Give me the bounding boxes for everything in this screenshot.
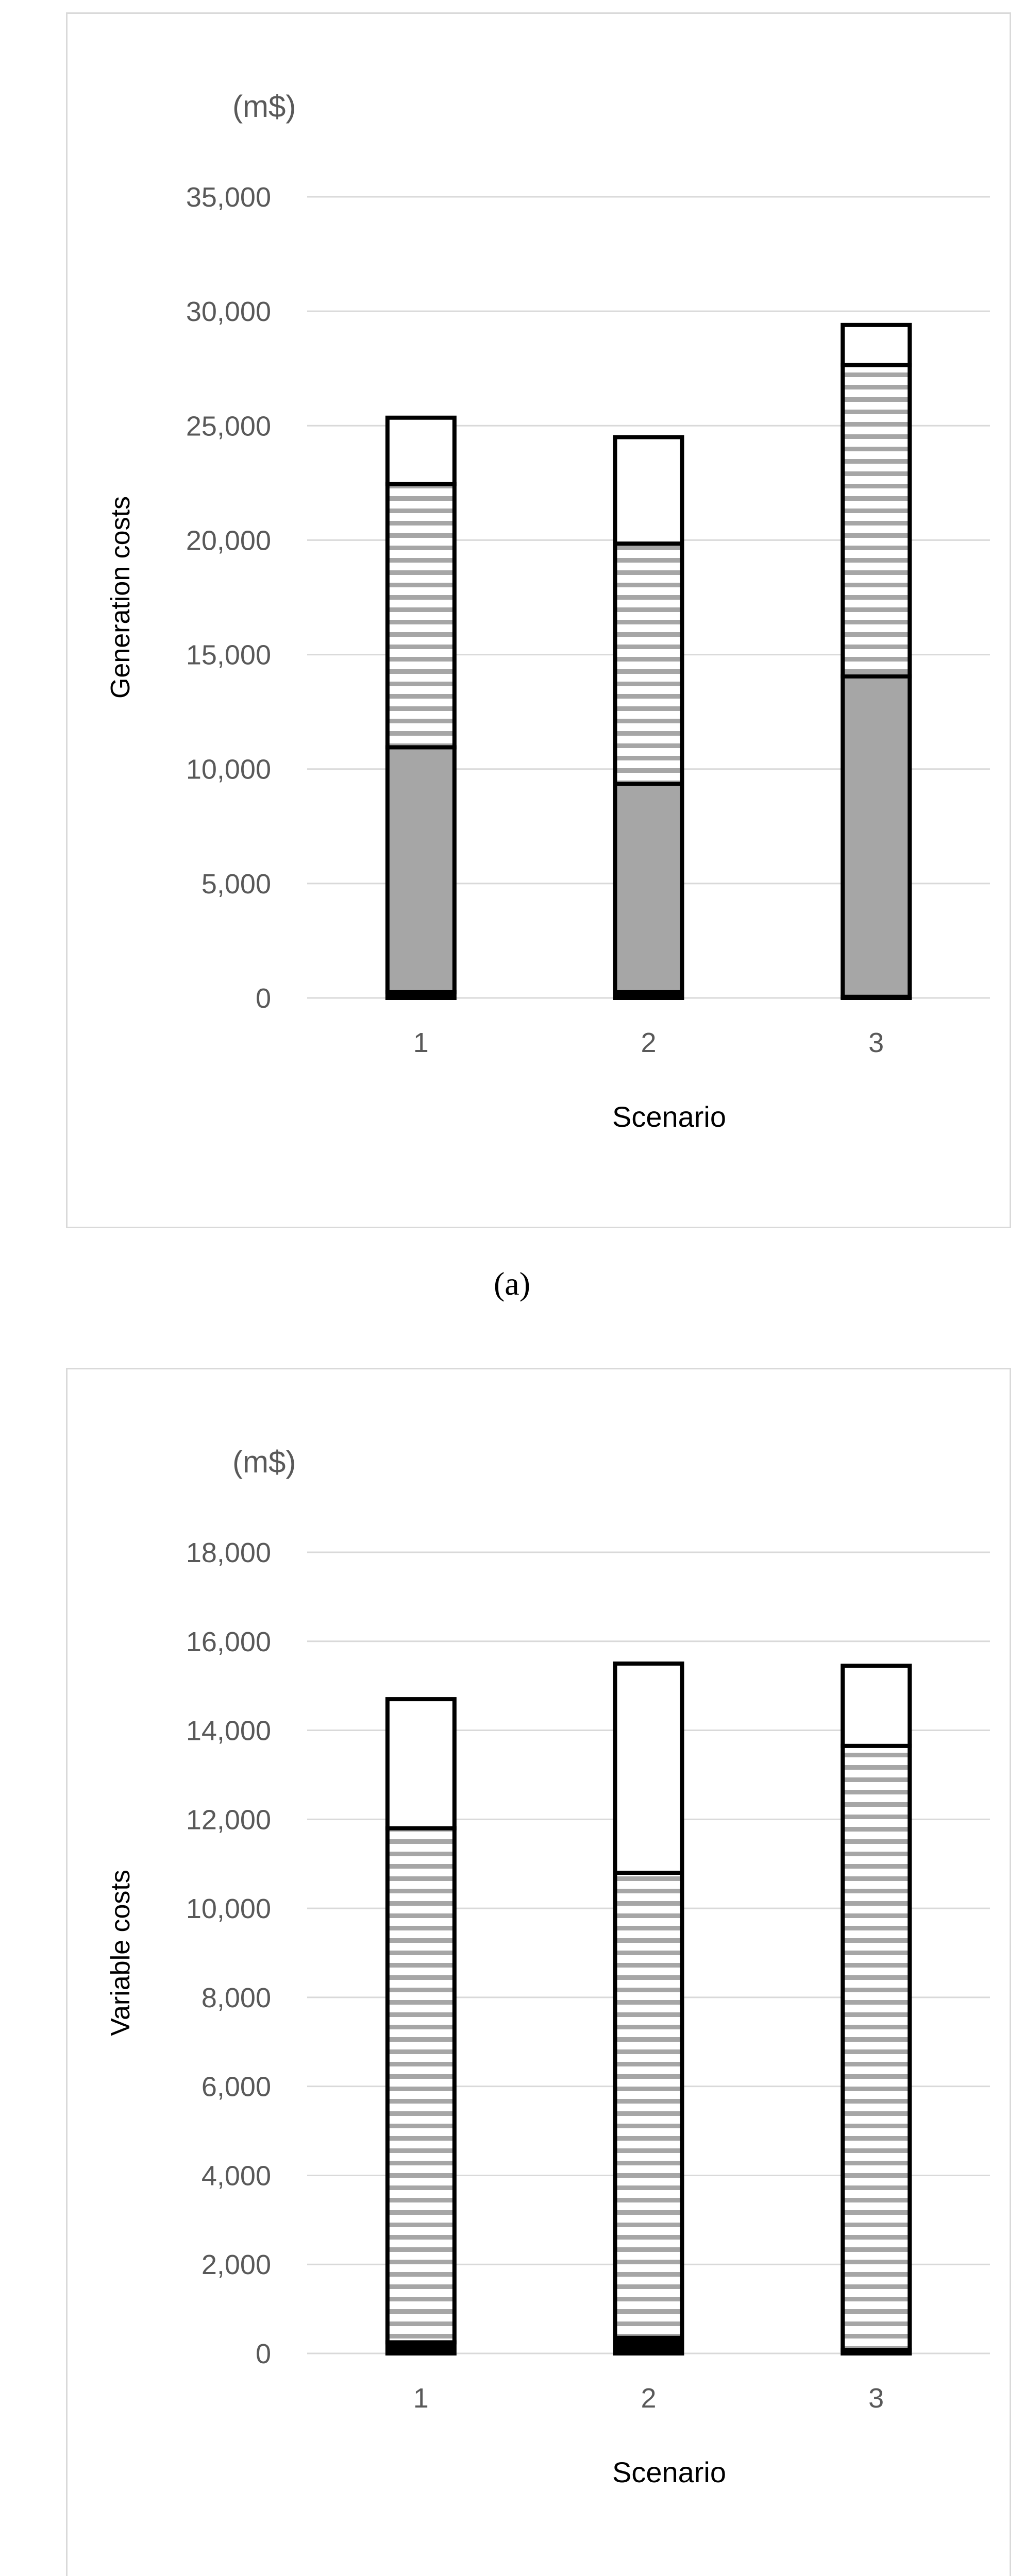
chart-a-svg [68,14,1010,1227]
x-tick-label: 1 [413,1027,429,1058]
y-tick-label: 35,000 [186,182,271,213]
bar-fixed-om-scenario-1 [388,1828,455,2343]
bar-fuel-scenario-2 [615,1664,682,1873]
y-tick-label: 20,000 [186,525,271,556]
x-tick-label: 1 [413,2383,429,2414]
bar-fixed-om-scenario-3 [843,365,910,676]
x-tick-label: 2 [641,1027,657,1058]
chart-panel-a [66,12,1011,1228]
y-tick-label: 5,000 [201,868,271,900]
bar-fuel-scenario-3 [843,325,910,365]
y-tick-label: 10,000 [186,1893,271,1925]
unit-label: (m$) [232,89,296,124]
bar-fixed-om-scenario-2 [615,1873,682,2338]
y-tick-label: 0 [255,2338,271,2369]
y-tick-label: 0 [255,983,271,1014]
y-tick-label: 4,000 [201,2160,271,2192]
y-tick-label: 16,000 [186,1626,271,1657]
y-tick-label: 10,000 [186,754,271,785]
bar-fixed-om-scenario-1 [388,484,455,748]
y-tick-label: 30,000 [186,296,271,328]
bar-fuel-scenario-1 [388,418,455,484]
bar-fixed-om-scenario-2 [615,544,682,784]
chart-b-svg [68,1369,1010,2576]
panel-caption-a: (a) [493,1265,531,1302]
bar-fuel-scenario-1 [388,1699,455,1828]
y-tick-label: 12,000 [186,1804,271,1836]
y-tick-label: 2,000 [201,2249,271,2281]
x-tick-label: 3 [868,2383,884,2414]
x-axis-title: Scenario [612,1100,727,1133]
x-axis-title: Scenario [612,2456,727,2488]
bar-fixed-om-scenario-3 [843,1746,910,2350]
bar-capital-scenario-2 [615,784,682,992]
y-axis-title: Variable costs [106,1870,136,2036]
x-tick-label: 2 [641,2383,657,2414]
unit-label: (m$) [232,1445,296,1479]
y-tick-label: 15,000 [186,639,271,671]
bar-fuel-scenario-3 [843,1666,910,1746]
y-axis-title: Generation costs [106,496,136,699]
bar-environmental-scenario-2 [615,2338,682,2353]
bar-fuel-scenario-2 [615,437,682,544]
y-tick-label: 6,000 [201,2071,271,2103]
bar-capital-scenario-1 [388,748,455,992]
y-tick-label: 14,000 [186,1715,271,1747]
y-tick-label: 8,000 [201,1982,271,2013]
chart-panel-b [66,1368,1011,2576]
y-tick-label: 18,000 [186,1537,271,1568]
x-tick-label: 3 [868,1027,884,1058]
y-tick-label: 25,000 [186,411,271,442]
bar-capital-scenario-3 [843,676,910,997]
